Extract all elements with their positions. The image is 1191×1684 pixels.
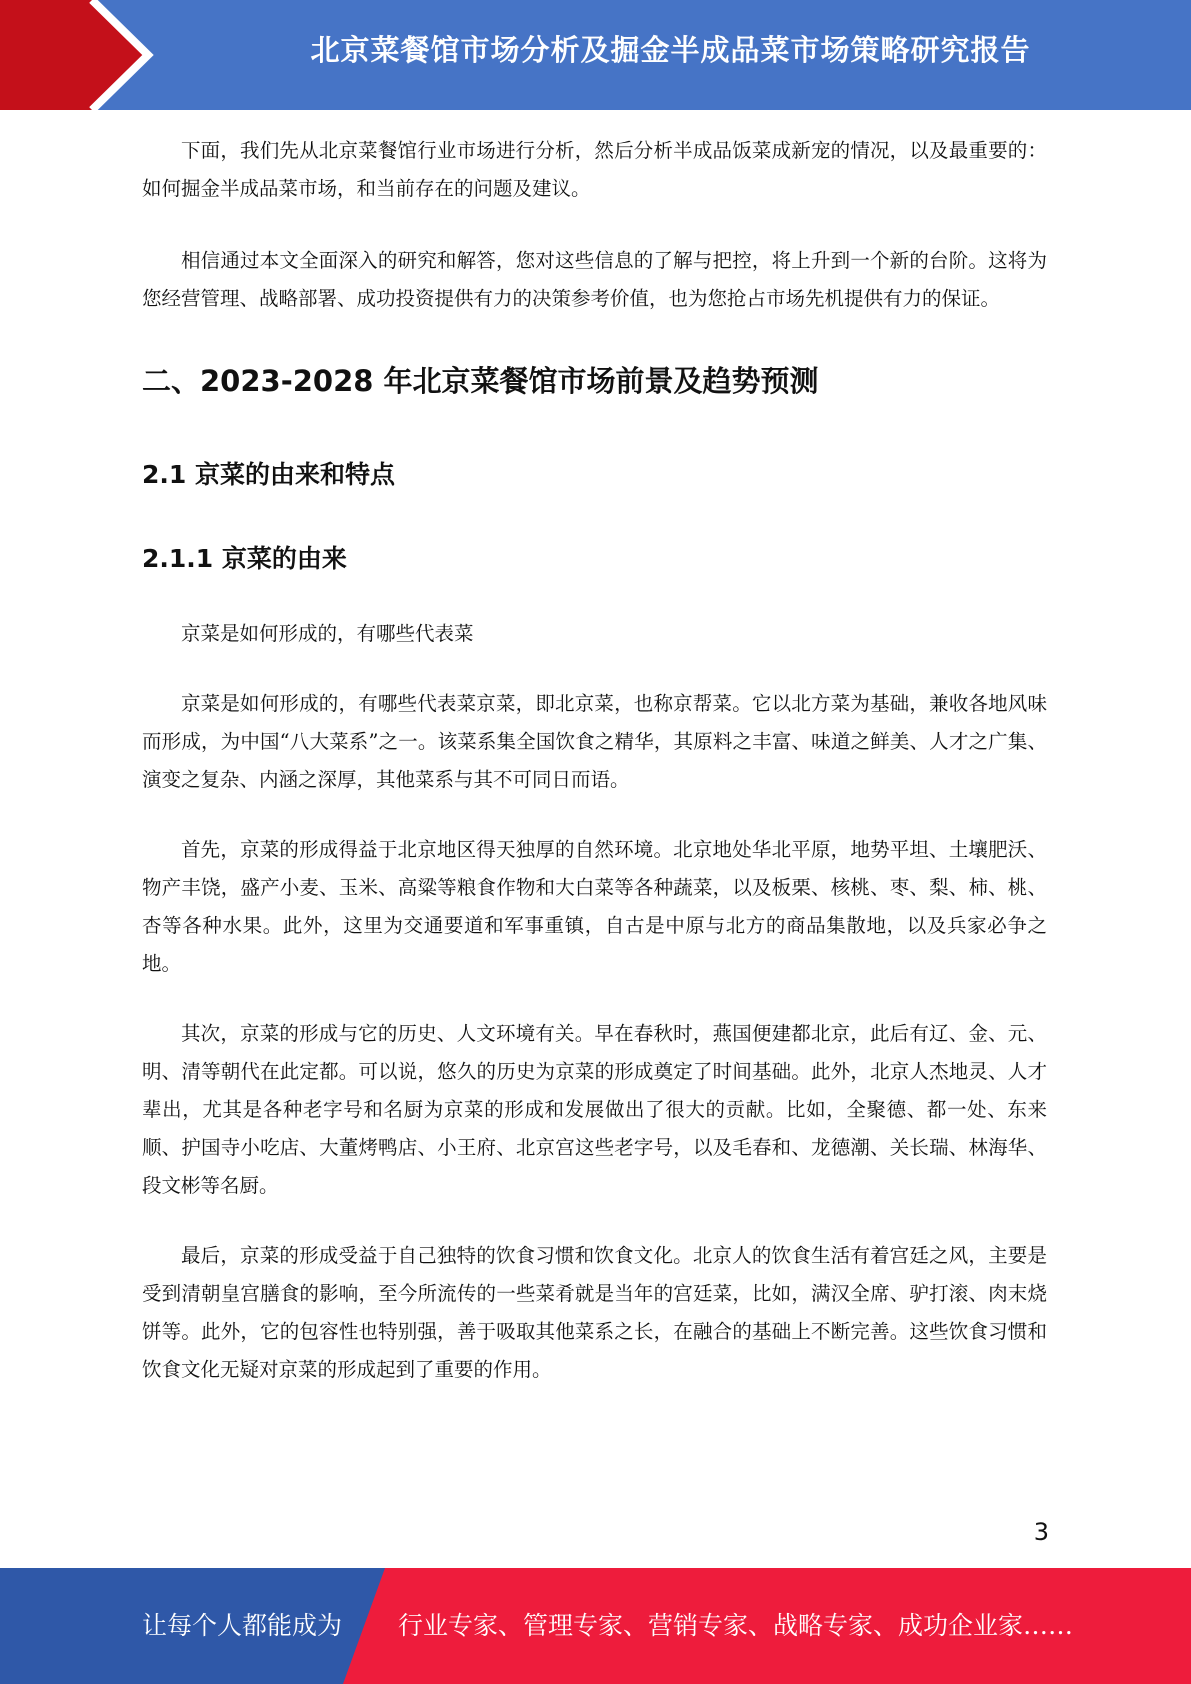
subsection-heading: 2.1 京菜的由来和特点 xyxy=(142,460,395,489)
subsubsection-heading: 2.1.1 京菜的由来 xyxy=(142,544,347,573)
footer-right-text: 行业专家、管理专家、营销专家、战略专家、成功企业家…… xyxy=(398,1611,1074,1640)
body-paragraph-2: 京菜是如何形成的，有哪些代表菜京菜，即北京菜，也称京帮菜。它以北方菜为基础，兼收各地风味而形成，为中国“八大菜系”之一。该菜系集全国饮食之精华，其原料之丰富、味道之鲜美、人才之广集、演变之复杂、内涵之深厚，其他菜系与其不可同日而语。 xyxy=(142,692,1047,791)
section-heading: 二、2023-2028 年北京菜餐馆市场前景及趋势预测 xyxy=(142,364,819,398)
page-header xyxy=(0,0,1191,110)
body-paragraph-4: 其次，京菜的形成与它的历史、人文环境有关。早在春秋时，燕国便建都北京，此后有辽、金、元、明、清等朝代在此定都。可以说，悠久的历史为京菜的形成奠定了时间基础。此外，北京人杰地灵、人才辈出，尤其是各种老字号和名厨为京菜的形成和发展做出了很大的贡献。比如，全聚德、都一处、东来顺、护国寺小吃店、大董烤鸭店、小王府、北京宫这些老字号，以及毛春和、龙德潮、关长瑞、林海华、段文彬等名厨。 xyxy=(142,1022,1047,1197)
body-paragraph-5: 最后，京菜的形成受益于自己独特的饮食习惯和饮食文化。北京人的饮食生活有着宫廷之风，主要是受到清朝皇宫膳食的影响，至今所流传的一些菜肴就是当年的宫廷菜，比如，满汉全席、驴打滚、肉末烧饼等。此外，它的包容性也特别强，善于吸取其他菜系之长，在融合的基础上不断完善。这些饮食习惯和饮食文化无疑对京菜的形成起到了重要的作用。 xyxy=(142,1244,1047,1381)
page-footer xyxy=(0,1568,1191,1684)
header-title: 北京菜餐馆市场分析及掘金半成品菜市场策略研究报告 xyxy=(310,33,1031,67)
body-paragraph-3: 首先，京菜的形成得益于北京地区得天独厚的自然环境。北京地处华北平原，地势平坦、土壤肥沃、物产丰饶，盛产小麦、玉米、高粱等粮食作物和大白菜等各种蔬菜，以及板栗、核桃、枣、梨、柿、桃、杏等各种水果。此外，这里为交通要道和军事重镇，自古是中原与北方的商品集散地，以及兵家必争之地。 xyxy=(142,838,1047,975)
intro-paragraph-2: 相信通过本文全面深入的研究和解答，您对这些信息的了解与把控，将上升到一个新的台阶。这将为您经营管理、战略部署、成功投资提供有力的决策参考价值，也为您抢占市场先机提供有力的保证。 xyxy=(142,249,1047,310)
intro-paragraph-1: 下面，我们先从北京菜餐馆行业市场进行分析，然后分析半成品饭菜成新宠的情况，以及最重要的：如何掘金半成品菜市场，和当前存在的问题及建议。 xyxy=(142,139,1047,200)
body-paragraph-1: 京菜是如何形成的，有哪些代表菜 xyxy=(181,622,474,645)
page-content xyxy=(142,132,1047,1389)
page-number: 3 xyxy=(1033,1518,1049,1546)
footer-left-text: 让每个人都能成为 xyxy=(142,1611,343,1640)
